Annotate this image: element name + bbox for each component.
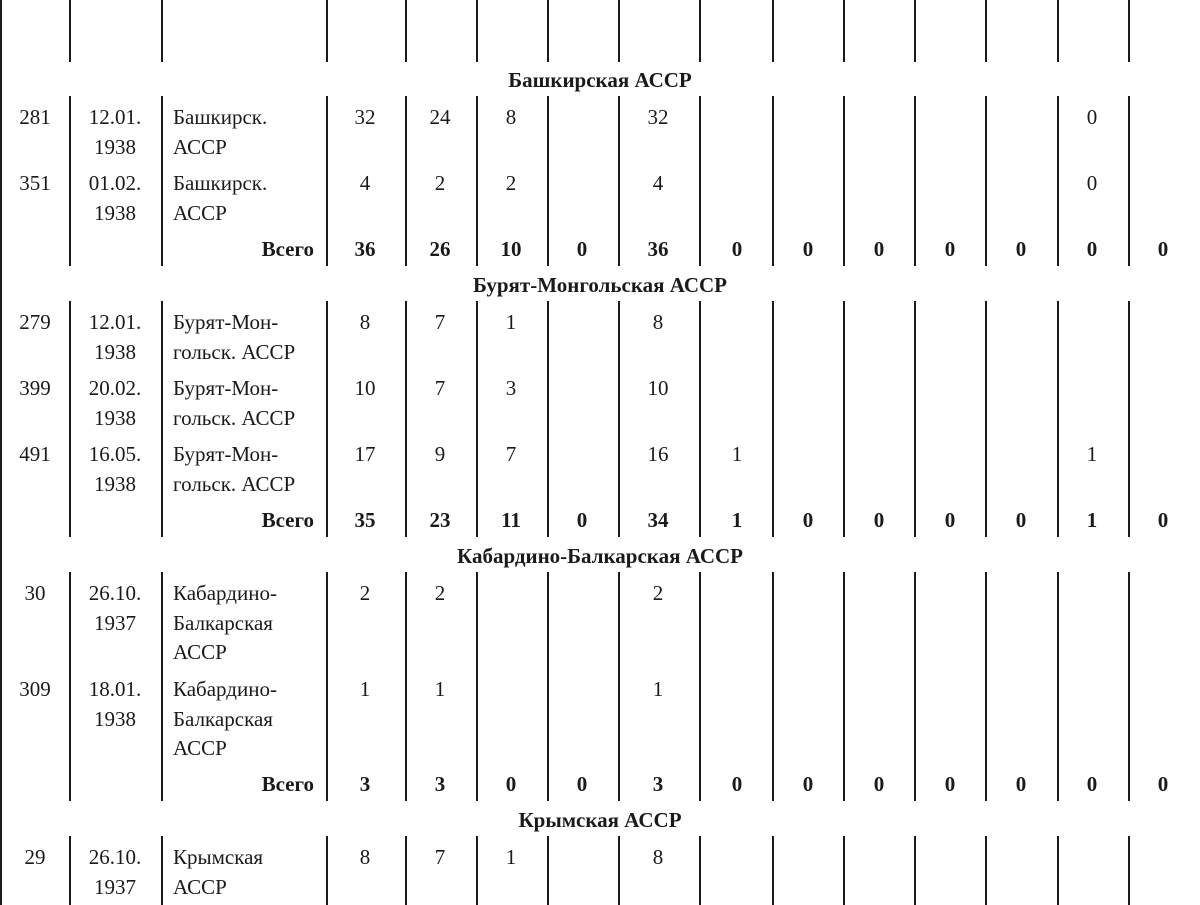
region-name: АССР bbox=[173, 200, 227, 225]
value-cell: 2 bbox=[505, 171, 517, 195]
total-value: 3 bbox=[434, 772, 446, 796]
order-date: 16.05. bbox=[88, 442, 142, 466]
order-number: 351 bbox=[19, 171, 51, 195]
value-cell: 10 bbox=[647, 376, 669, 400]
column-divider bbox=[985, 96, 987, 266]
column-divider bbox=[699, 96, 701, 266]
column-divider bbox=[618, 0, 620, 62]
value-cell: 0 bbox=[1086, 105, 1098, 129]
column-divider bbox=[326, 836, 328, 905]
order-number: 309 bbox=[19, 677, 51, 701]
section-heading: Крымская АССР bbox=[518, 808, 682, 832]
order-date: 20.02. bbox=[88, 376, 142, 400]
column-divider bbox=[405, 572, 407, 801]
column-divider bbox=[326, 96, 328, 266]
value-cell: 10 bbox=[354, 376, 376, 400]
section-heading: Кабардино-Балкарская АССР bbox=[457, 544, 743, 568]
column-divider bbox=[69, 0, 71, 62]
total-value: 1 bbox=[1086, 508, 1098, 532]
region-name: Бурят-Мон- bbox=[173, 376, 279, 400]
total-value: 0 bbox=[802, 508, 814, 532]
value-cell: 3 bbox=[505, 376, 517, 400]
total-value: 11 bbox=[501, 508, 521, 532]
column-divider bbox=[1128, 836, 1130, 905]
value-cell: 1 bbox=[652, 677, 664, 701]
region-name: гольск. АССР bbox=[173, 339, 296, 364]
region-name: Бурят-Мон- bbox=[173, 310, 279, 334]
region-name: гольск. АССР bbox=[173, 405, 296, 430]
total-value: 0 bbox=[1015, 772, 1027, 796]
value-cell: 16 bbox=[647, 442, 669, 466]
section-heading: Бурят-Монгольская АССР bbox=[473, 273, 727, 297]
order-number: 491 bbox=[19, 442, 51, 466]
column-divider bbox=[699, 836, 701, 905]
section-heading: Башкирская АССР bbox=[508, 68, 692, 92]
value-cell: 1 bbox=[505, 310, 517, 334]
total-label: Всего bbox=[261, 772, 314, 796]
total-value: 0 bbox=[1157, 772, 1169, 796]
order-date: 12.01. bbox=[88, 105, 142, 129]
column-divider bbox=[1128, 572, 1130, 801]
order-date: 1938 bbox=[94, 134, 136, 159]
column-divider bbox=[476, 0, 478, 62]
column-divider bbox=[1128, 301, 1130, 537]
column-divider bbox=[699, 0, 701, 62]
table-left-border bbox=[0, 0, 2, 905]
column-divider bbox=[1057, 836, 1059, 905]
column-divider bbox=[772, 96, 774, 266]
column-divider bbox=[161, 836, 163, 905]
value-cell: 8 bbox=[359, 845, 371, 869]
total-value: 0 bbox=[802, 237, 814, 261]
region-name: Бурят-Мон- bbox=[173, 442, 279, 466]
value-cell: 1 bbox=[359, 677, 371, 701]
column-divider bbox=[476, 96, 478, 266]
column-divider bbox=[161, 96, 163, 266]
region-name: Башкирск. bbox=[173, 105, 268, 129]
column-divider bbox=[699, 301, 701, 537]
column-divider bbox=[547, 572, 549, 801]
column-divider bbox=[843, 0, 845, 62]
total-label: Всего bbox=[261, 508, 314, 532]
value-cell: 2 bbox=[652, 581, 664, 605]
total-value: 0 bbox=[873, 237, 885, 261]
region-name: Крымская bbox=[173, 845, 264, 869]
total-value: 0 bbox=[1086, 237, 1098, 261]
region-name: Балкарская bbox=[173, 610, 273, 635]
column-divider bbox=[843, 836, 845, 905]
total-value: 0 bbox=[873, 508, 885, 532]
region-name: Балкарская bbox=[173, 706, 273, 731]
region-name: Башкирск. bbox=[173, 171, 268, 195]
total-value: 23 bbox=[429, 508, 451, 532]
value-cell: 7 bbox=[434, 310, 446, 334]
column-divider bbox=[985, 0, 987, 62]
total-value: 0 bbox=[1157, 508, 1169, 532]
column-divider bbox=[326, 301, 328, 537]
column-divider bbox=[985, 572, 987, 801]
value-cell: 8 bbox=[359, 310, 371, 334]
column-divider bbox=[914, 836, 916, 905]
column-divider bbox=[1128, 0, 1130, 62]
value-cell: 0 bbox=[1086, 171, 1098, 195]
column-divider bbox=[772, 301, 774, 537]
order-date: 1937 bbox=[94, 610, 136, 635]
column-divider bbox=[985, 301, 987, 537]
total-value: 0 bbox=[576, 508, 588, 532]
column-divider bbox=[772, 0, 774, 62]
total-value: 0 bbox=[505, 772, 517, 796]
order-date: 1937 bbox=[94, 874, 136, 899]
value-cell: 8 bbox=[652, 845, 664, 869]
value-cell: 2 bbox=[434, 171, 446, 195]
column-divider bbox=[326, 0, 328, 62]
total-value: 26 bbox=[429, 237, 451, 261]
order-date: 1938 bbox=[94, 471, 136, 496]
column-divider bbox=[547, 0, 549, 62]
order-date: 1938 bbox=[94, 200, 136, 225]
column-divider bbox=[476, 301, 478, 537]
column-divider bbox=[161, 0, 163, 62]
column-divider bbox=[772, 836, 774, 905]
column-divider bbox=[476, 836, 478, 905]
order-date: 1938 bbox=[94, 339, 136, 364]
value-cell: 32 bbox=[647, 105, 669, 129]
value-cell: 2 bbox=[434, 581, 446, 605]
column-divider bbox=[843, 301, 845, 537]
order-date: 12.01. bbox=[88, 310, 142, 334]
value-cell: 8 bbox=[505, 105, 517, 129]
total-value: 0 bbox=[1086, 772, 1098, 796]
total-value: 36 bbox=[647, 237, 669, 261]
value-cell: 7 bbox=[505, 442, 517, 466]
column-divider bbox=[914, 572, 916, 801]
value-cell: 1 bbox=[1086, 442, 1098, 466]
column-divider bbox=[405, 96, 407, 266]
column-divider bbox=[476, 572, 478, 801]
order-date: 1938 bbox=[94, 405, 136, 430]
value-cell: 4 bbox=[652, 171, 664, 195]
column-divider bbox=[914, 0, 916, 62]
order-date: 1938 bbox=[94, 706, 136, 731]
value-cell: 4 bbox=[359, 171, 371, 195]
column-divider bbox=[1057, 96, 1059, 266]
total-value: 0 bbox=[873, 772, 885, 796]
total-value: 0 bbox=[731, 237, 743, 261]
column-divider bbox=[618, 96, 620, 266]
column-divider bbox=[772, 572, 774, 801]
column-divider bbox=[1057, 301, 1059, 537]
region-name: АССР bbox=[173, 874, 227, 899]
column-divider bbox=[547, 836, 549, 905]
total-value: 10 bbox=[500, 237, 522, 261]
total-value: 0 bbox=[944, 237, 956, 261]
value-cell: 7 bbox=[434, 376, 446, 400]
column-divider bbox=[161, 301, 163, 537]
total-value: 34 bbox=[647, 508, 669, 532]
column-divider bbox=[547, 96, 549, 266]
total-value: 0 bbox=[1157, 237, 1169, 261]
value-cell: 2 bbox=[359, 581, 371, 605]
total-value: 3 bbox=[652, 772, 664, 796]
total-value: 0 bbox=[802, 772, 814, 796]
column-divider bbox=[161, 572, 163, 801]
order-number: 29 bbox=[24, 845, 46, 869]
order-date: 26.10. bbox=[88, 845, 142, 869]
total-value: 0 bbox=[576, 772, 588, 796]
order-number: 281 bbox=[19, 105, 51, 129]
column-divider bbox=[914, 96, 916, 266]
total-value: 0 bbox=[731, 772, 743, 796]
value-cell: 32 bbox=[354, 105, 376, 129]
region-name: Кабардино- bbox=[173, 677, 277, 701]
total-label: Всего bbox=[261, 237, 314, 261]
column-divider bbox=[618, 301, 620, 537]
column-divider bbox=[547, 301, 549, 537]
value-cell: 9 bbox=[434, 442, 446, 466]
region-name: АССР bbox=[173, 736, 227, 760]
order-number: 30 bbox=[24, 581, 46, 605]
column-divider bbox=[326, 572, 328, 801]
total-value: 0 bbox=[944, 508, 956, 532]
value-cell: 1 bbox=[505, 845, 517, 869]
region-name: АССР bbox=[173, 134, 227, 159]
order-date: 01.02. bbox=[88, 171, 142, 195]
value-cell: 1 bbox=[731, 442, 743, 466]
order-number: 399 bbox=[19, 376, 51, 400]
column-divider bbox=[618, 572, 620, 801]
total-value: 0 bbox=[1015, 237, 1027, 261]
column-divider bbox=[843, 96, 845, 266]
column-divider bbox=[405, 301, 407, 537]
column-divider bbox=[618, 836, 620, 905]
order-number: 279 bbox=[19, 310, 51, 334]
value-cell: 7 bbox=[434, 845, 446, 869]
total-value: 0 bbox=[944, 772, 956, 796]
region-name: Кабардино- bbox=[173, 581, 277, 605]
column-divider bbox=[405, 836, 407, 905]
value-cell: 24 bbox=[429, 105, 451, 129]
total-value: 1 bbox=[731, 508, 743, 532]
order-date: 18.01. bbox=[88, 677, 142, 701]
value-cell: 8 bbox=[652, 310, 664, 334]
total-value: 35 bbox=[354, 508, 376, 532]
column-divider bbox=[1057, 0, 1059, 62]
region-name: АССР bbox=[173, 640, 227, 664]
value-cell: 17 bbox=[354, 442, 376, 466]
column-divider bbox=[405, 0, 407, 62]
total-value: 0 bbox=[1015, 508, 1027, 532]
region-name: гольск. АССР bbox=[173, 471, 296, 496]
column-divider bbox=[699, 572, 701, 801]
column-divider bbox=[985, 836, 987, 905]
column-divider bbox=[1128, 96, 1130, 266]
order-date: 26.10. bbox=[88, 581, 142, 605]
column-divider bbox=[914, 301, 916, 537]
total-value: 36 bbox=[354, 237, 376, 261]
column-divider bbox=[1057, 572, 1059, 801]
value-cell: 1 bbox=[434, 677, 446, 701]
column-divider bbox=[843, 572, 845, 801]
total-value: 3 bbox=[359, 772, 371, 796]
total-value: 0 bbox=[576, 237, 588, 261]
